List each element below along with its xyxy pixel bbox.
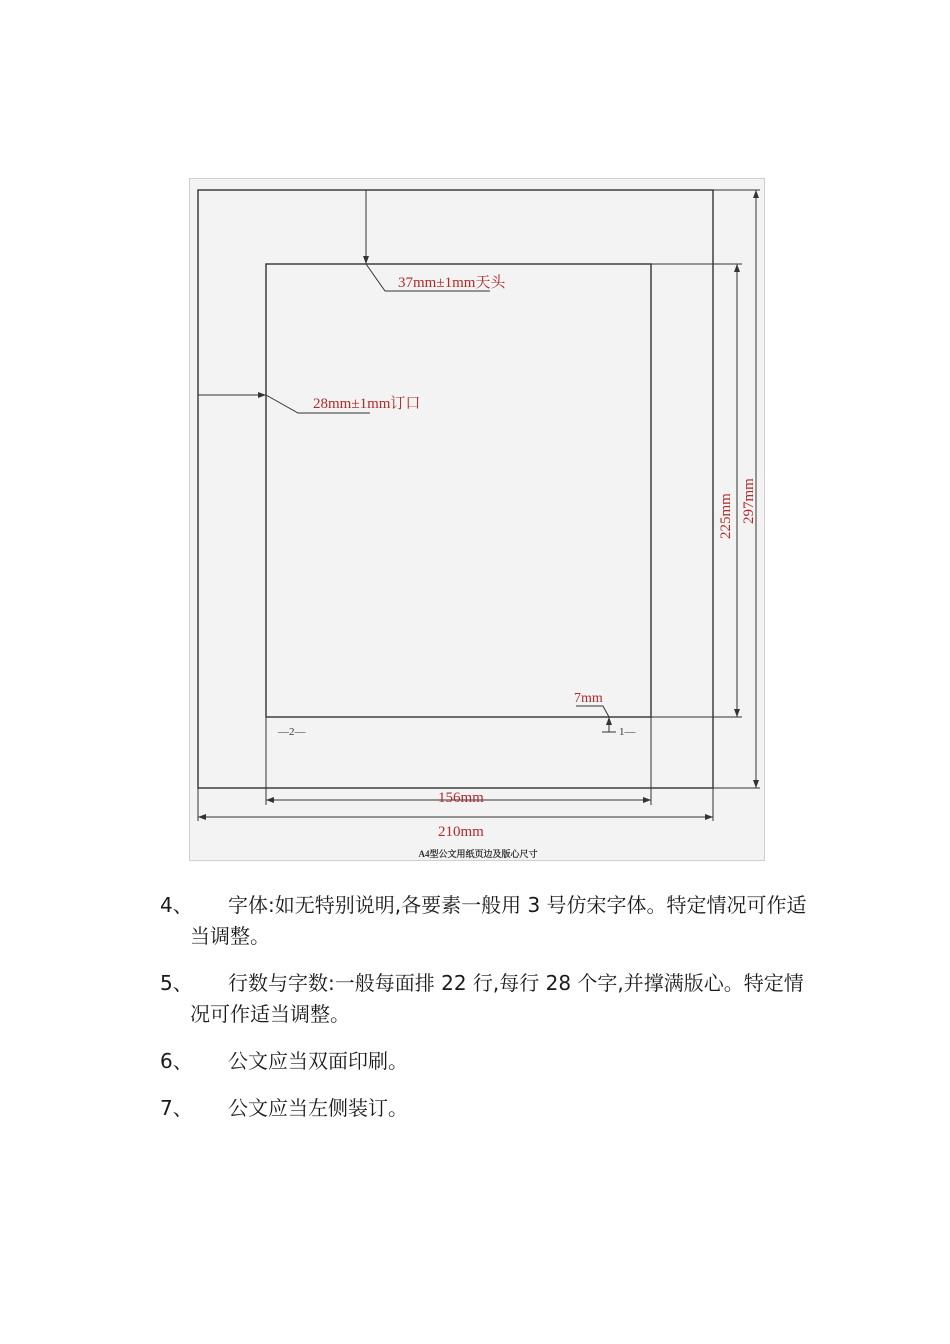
page-number-left: —2—: [278, 726, 306, 738]
list-item: [160, 890, 820, 952]
item-text: 行数与字数:一般每面排 22 行,每行 28 个字,并撑满版心。特定情况可作适当调整。: [190, 971, 804, 1026]
list-item: [160, 1093, 820, 1124]
list-item: [160, 968, 820, 1030]
figure-caption: A4型公文用纸页边及版心尺寸: [418, 849, 538, 859]
footer-gap-leader: [576, 706, 609, 717]
text-width-label: 156mm: [438, 790, 484, 806]
item-text: 字体:如无特别说明,各要素一般用 3 号仿宋字体。特定情况可作适当调整。: [190, 893, 807, 948]
top-margin-label: 37mm±1mm天头: [398, 275, 506, 291]
item-text: 公文应当左侧装订。: [228, 1096, 408, 1120]
item-text: 公文应当双面印刷。: [228, 1049, 408, 1073]
text-block-outline: [266, 264, 651, 717]
left-margin-label: 28mm±1mm订口: [313, 396, 421, 412]
list-item: [160, 1046, 820, 1077]
a4-layout-figure: [189, 178, 765, 861]
footer-gap-label: 7mm: [574, 691, 603, 706]
a4-layout-diagram: [190, 179, 766, 862]
rules-list: [160, 890, 820, 1140]
item-number: 5、: [160, 971, 193, 995]
item-number: 7、: [160, 1096, 193, 1120]
text-height-label: 225mm: [718, 493, 734, 539]
item-number: 4、: [160, 893, 193, 917]
page-height-label: 297mm: [741, 478, 757, 524]
page-number-right: 1—: [619, 726, 636, 738]
page-width-label: 210mm: [438, 824, 484, 840]
item-number: 6、: [160, 1049, 193, 1073]
